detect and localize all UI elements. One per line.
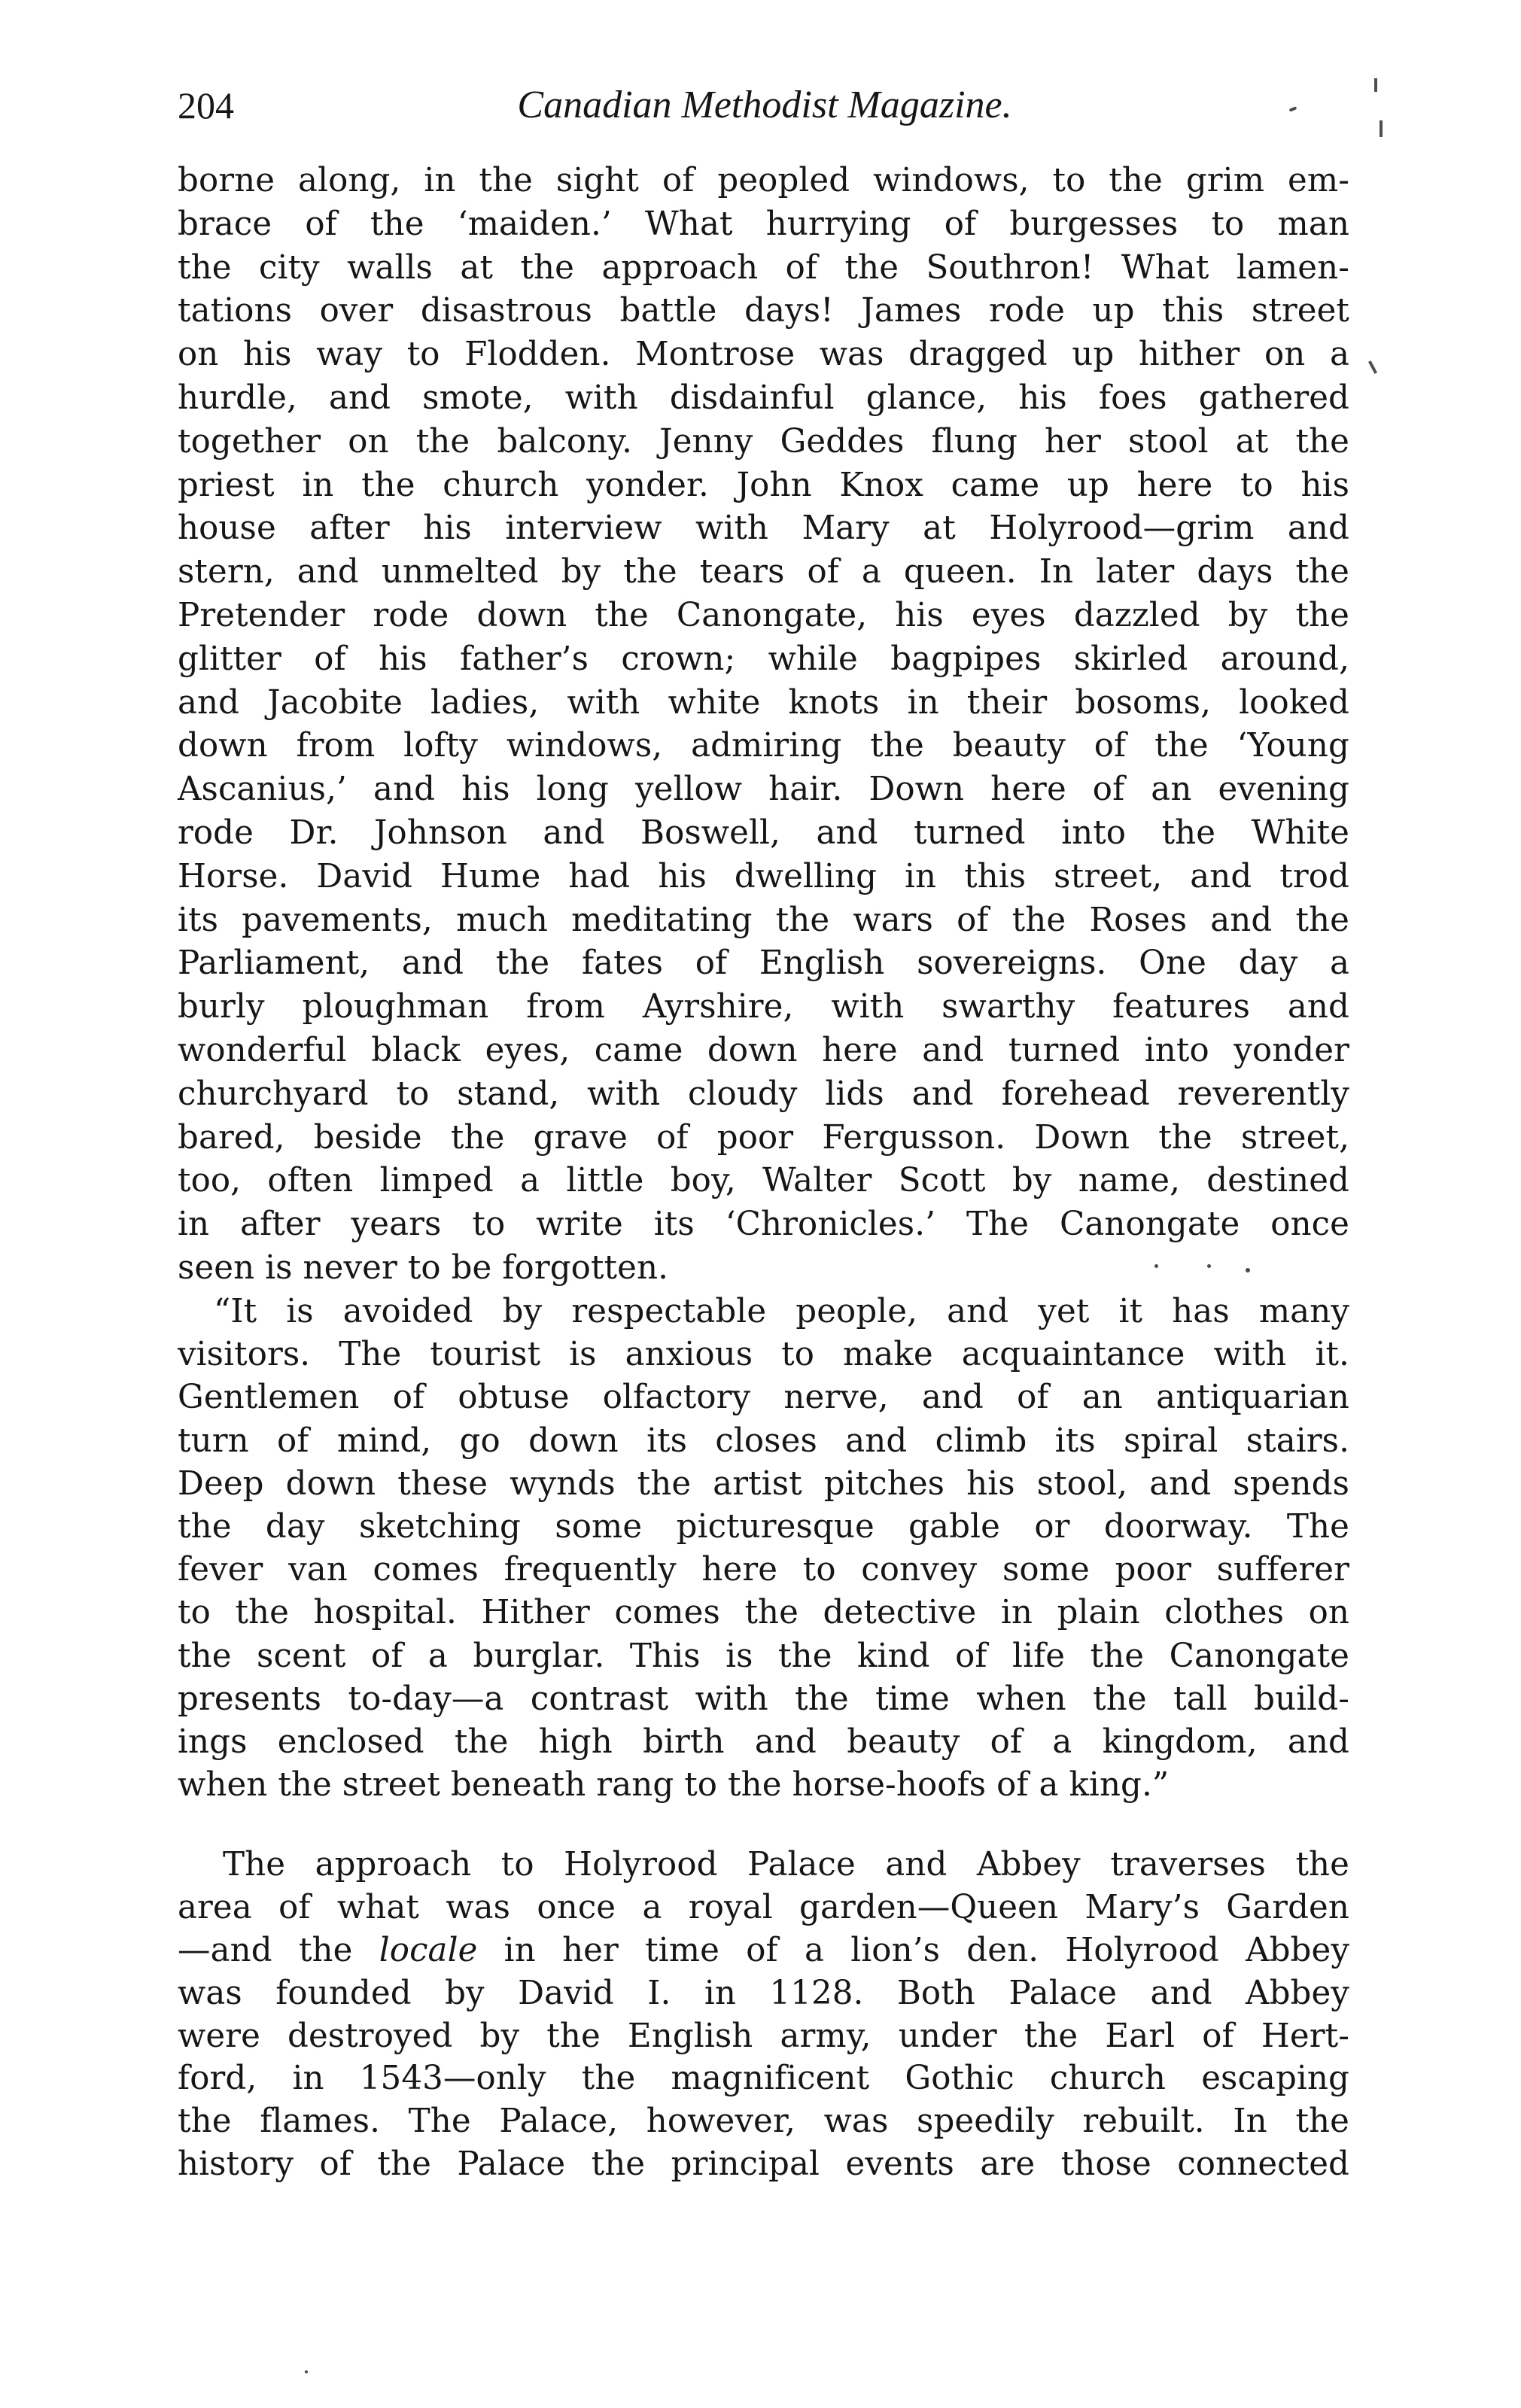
text-line: the city walls at the approach of the Southron! What lamen-: [178, 248, 1349, 287]
running-head: [178, 75, 1352, 135]
text-line: fever van comes frequently here to convey some poor sufferer: [178, 1551, 1349, 1589]
text-line: the scent of a burglar. This is the kind of life the Canongate: [178, 1637, 1349, 1675]
text-line: Parliament, and the fates of English sovereigns. One day a: [178, 944, 1349, 983]
text-line: the day sketching some picturesque gable or doorway. The: [178, 1507, 1349, 1546]
text-line: on his way to Flodden. Montrose was dragged up hither on a: [178, 336, 1349, 374]
text-line: ings enclosed the high birth and beauty of a kingdom, and: [178, 1722, 1349, 1761]
text-line: were destroyed by the English army, under the Earl of Hert-: [178, 2017, 1349, 2055]
text-line: Gentlemen of obtuse olfactory nerve, and of an antiquarian: [178, 1379, 1349, 1417]
scan-speck: [1207, 1264, 1211, 1268]
text-line: wonderful black eyes, came down here and turned into yonder: [178, 1031, 1349, 1069]
quoted-paragraph: [178, 1291, 1349, 1807]
text-line: borne along, in the sight of peopled windows, to the grim em-: [178, 162, 1349, 199]
text-line: burly ploughman from Ayrshire, with swarthy features and: [178, 988, 1349, 1026]
text-line: Pretender rode down the Canongate, his eyes dazzled by the: [178, 596, 1349, 634]
text-line: stern, and unmelted by the tears of a queen. In later days the: [178, 553, 1349, 591]
text-line: house after his interview with Mary at Holyrood—grim and: [178, 509, 1349, 548]
text-line: to the hospital. Hither comes the detective in plain clothes on: [178, 1594, 1349, 1632]
text-line: the flames. The Palace, however, was speedily rebuilt. In the: [178, 2102, 1349, 2141]
text-line: area of what was once a royal garden—Queen Mary’s Garden: [178, 1888, 1349, 1926]
continued-paragraph: [178, 160, 1349, 1291]
text-run: —and the: [178, 1931, 379, 1969]
holyrood-paragraph: [178, 1844, 1349, 2186]
text-line: Deep down these wynds the artist pitches his stool, and spends: [178, 1464, 1349, 1503]
text-line: was founded by David I. in 1128. Both Palace and Abbey: [178, 1974, 1349, 2012]
text-line: hurdle, and smote, with disdainful glance, his foes gathered: [178, 379, 1349, 417]
scan-mark: [1374, 78, 1377, 92]
text-line: rode Dr. Johnson and Boswell, and turned into the White: [178, 813, 1349, 852]
scan-speck: [1154, 1264, 1158, 1268]
scan-mark: [1380, 120, 1383, 137]
text-line: presents to-day—a contrast with the time when the tall build-: [178, 1680, 1349, 1718]
scan-mark: [1368, 360, 1377, 374]
scan-speck: [305, 2370, 308, 2373]
italic-word: locale: [379, 1931, 478, 1969]
text-line: The approach to Holyrood Palace and Abbey traverses the: [223, 1846, 1349, 1884]
text-run: in her time of a lion’s den. Holyrood Abbey: [477, 1931, 1350, 1969]
text-line: too, often limped a little boy, Walter Scott by name, destined: [178, 1162, 1349, 1200]
text-line: its pavements, much meditating the wars of the Roses and the: [178, 901, 1349, 939]
text-line: “It is avoided by respectable people, and yet it has many: [214, 1293, 1349, 1330]
text-line: priest in the church yonder. John Knox came up here to his: [178, 466, 1349, 504]
text-line: when the street beneath rang to the horse-hoofs of a king.”: [178, 1766, 1170, 1804]
text-line: brace of the ‘maiden.’ What hurrying of burgesses to man: [178, 205, 1349, 243]
scan-speck: [1246, 1268, 1250, 1272]
text-line: down from lofty windows, admiring the beauty of the ‘Young: [178, 727, 1349, 765]
text-line: visitors. The tourist is anxious to make acquaintance with it.: [178, 1336, 1349, 1374]
text-line: tations over disastrous battle days! James rode up this street: [178, 292, 1349, 330]
text-line: history of the Palace the principal events are those connected: [178, 2145, 1349, 2184]
text-line: bared, beside the grave of poor Fergusson. Down the street,: [178, 1118, 1349, 1157]
text-line: Horse. David Hume had his dwelling in this street, and trod: [178, 857, 1349, 895]
text-line-with-italic: [178, 1929, 1349, 1972]
text-line: turn of mind, go down its closes and climb its spiral stairs.: [178, 1421, 1349, 1460]
text-line: ford, in 1543—only the magnificent Gothic church escaping: [178, 2060, 1349, 2098]
text-line: in after years to write its ‘Chronicles.’ The Canongate once: [178, 1206, 1349, 1244]
text-line: churchyard to stand, with cloudy lids and forehead reverently: [178, 1075, 1349, 1113]
text-line: glitter of his father’s crown; while bagpipes skirled around,: [178, 640, 1349, 678]
text-line: seen is never to be forgotten.: [178, 1248, 668, 1287]
magazine-title: Canadian Methodist Magazine.: [517, 84, 1012, 126]
text-line: Ascanius,’ and his long yellow hair. Down here of an evening: [178, 771, 1349, 809]
text-line: together on the balcony. Jenny Geddes flung her stool at the: [178, 422, 1349, 461]
text-line: and Jacobite ladies, with white knots in their bosoms, looked: [178, 683, 1349, 722]
page-number: 204: [178, 84, 234, 126]
